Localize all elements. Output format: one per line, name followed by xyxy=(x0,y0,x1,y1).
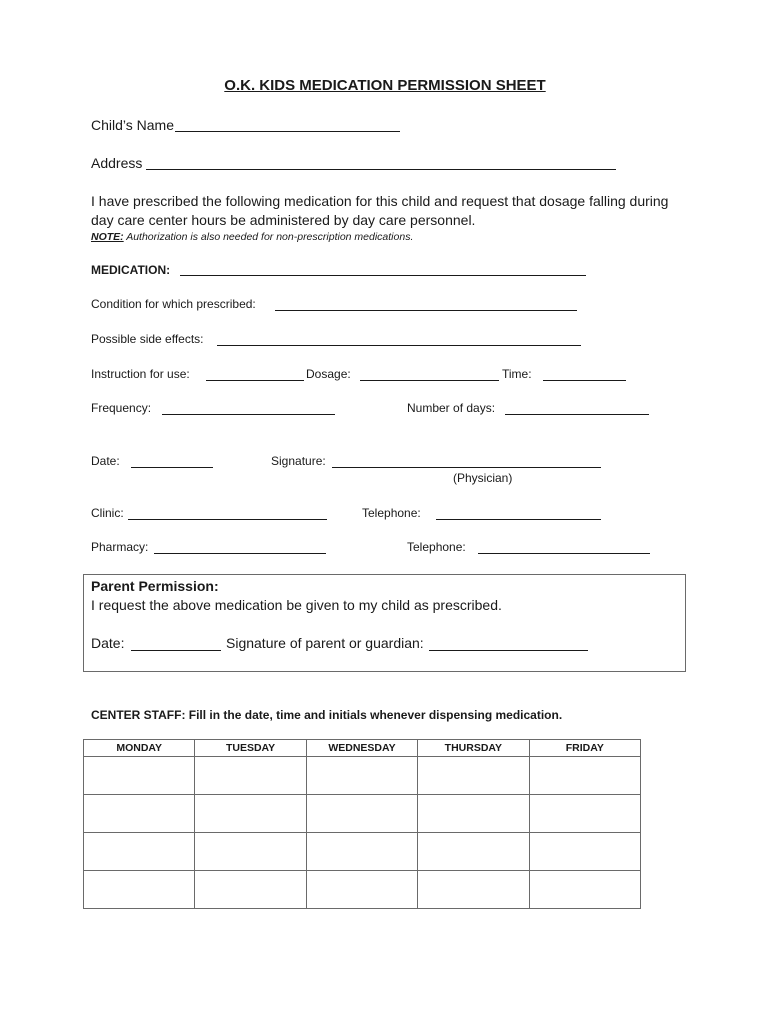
table-row xyxy=(84,833,641,871)
table-cell[interactable] xyxy=(84,833,195,871)
statement-line-1: I have prescribed the following medication for this child and request that dosage falling during xyxy=(91,193,669,209)
parent-signature-line[interactable] xyxy=(429,650,588,651)
table-cell[interactable] xyxy=(529,795,640,833)
table-cell[interactable] xyxy=(418,871,529,909)
table-row xyxy=(84,871,641,909)
table-cell[interactable] xyxy=(195,871,306,909)
center-staff-heading: CENTER STAFF: Fill in the date, time and initials whenever dispensing medication. xyxy=(91,708,563,722)
table-cell[interactable] xyxy=(84,871,195,909)
clinic-label: Clinic: xyxy=(91,506,124,520)
physician-signature-line[interactable] xyxy=(332,467,601,468)
table-cell[interactable] xyxy=(195,757,306,795)
parent-signature-label: Signature of parent or guardian: xyxy=(226,635,424,651)
physician-signature-label: Signature: xyxy=(271,454,326,468)
dosage-label: Dosage: xyxy=(306,367,351,381)
table-cell[interactable] xyxy=(418,757,529,795)
table-cell[interactable] xyxy=(529,757,640,795)
pharmacy-telephone-line[interactable] xyxy=(478,553,650,554)
medication-label: MEDICATION: xyxy=(91,263,171,277)
column-header-monday: MONDAY xyxy=(84,740,195,757)
frequency-line[interactable] xyxy=(162,414,335,415)
clinic-line[interactable] xyxy=(128,519,327,520)
pharmacy-line[interactable] xyxy=(154,553,326,554)
clinic-telephone-line[interactable] xyxy=(436,519,601,520)
dosage-line[interactable] xyxy=(360,380,499,381)
condition-label: Condition for which prescribed: xyxy=(91,297,256,311)
table-cell[interactable] xyxy=(418,795,529,833)
number-of-days-label: Number of days: xyxy=(407,401,496,415)
column-header-friday: FRIDAY xyxy=(529,740,640,757)
statement-line-2: day care center hours be administered by day care personnel. xyxy=(91,212,476,228)
column-header-tuesday: TUESDAY xyxy=(195,740,306,757)
time-label: Time: xyxy=(502,367,532,381)
physician-caption: (Physician) xyxy=(453,471,513,485)
column-header-wednesday: WEDNESDAY xyxy=(306,740,417,757)
condition-line[interactable] xyxy=(275,310,577,311)
table-cell[interactable] xyxy=(529,833,640,871)
medication-line[interactable] xyxy=(180,275,586,276)
table-cell[interactable] xyxy=(84,757,195,795)
address-label: Address xyxy=(91,155,143,171)
parent-permission-text: I request the above medication be given to my child as prescribed. xyxy=(91,597,502,613)
pharmacy-label: Pharmacy: xyxy=(91,540,149,554)
physician-date-line[interactable] xyxy=(131,467,213,468)
table-cell[interactable] xyxy=(418,833,529,871)
table-cell[interactable] xyxy=(195,833,306,871)
table-row xyxy=(84,795,641,833)
time-line[interactable] xyxy=(543,380,626,381)
number-of-days-line[interactable] xyxy=(505,414,649,415)
table-row xyxy=(84,757,641,795)
parent-date-line[interactable] xyxy=(131,650,221,651)
frequency-label: Frequency: xyxy=(91,401,152,415)
note-label: NOTE: xyxy=(91,231,124,243)
dispensing-log-table xyxy=(83,739,641,909)
table-cell[interactable] xyxy=(84,795,195,833)
address-line[interactable] xyxy=(146,169,616,170)
child-name-label: Child’s Name xyxy=(91,117,174,133)
table-cell[interactable] xyxy=(306,757,417,795)
side-effects-label: Possible side effects: xyxy=(91,332,204,346)
physician-date-label: Date: xyxy=(91,454,120,468)
side-effects-line[interactable] xyxy=(217,345,581,346)
table-cell[interactable] xyxy=(195,795,306,833)
parent-permission-heading: Parent Permission: xyxy=(91,578,219,594)
form-title: O.K. KIDS MEDICATION PERMISSION SHEET xyxy=(224,77,546,94)
clinic-telephone-label: Telephone: xyxy=(362,506,421,520)
column-header-thursday: THURSDAY xyxy=(418,740,529,757)
table-cell[interactable] xyxy=(306,833,417,871)
note-text: Authorization is also needed for non-prescription medications. xyxy=(123,231,414,243)
parent-date-label: Date: xyxy=(91,635,125,651)
table-cell[interactable] xyxy=(529,871,640,909)
pharmacy-telephone-label: Telephone: xyxy=(407,540,466,554)
table-cell[interactable] xyxy=(306,871,417,909)
table-cell[interactable] xyxy=(306,795,417,833)
instruction-label: Instruction for use: xyxy=(91,367,190,381)
child-name-line[interactable] xyxy=(175,131,400,132)
note xyxy=(91,231,413,243)
instruction-line[interactable] xyxy=(206,380,304,381)
